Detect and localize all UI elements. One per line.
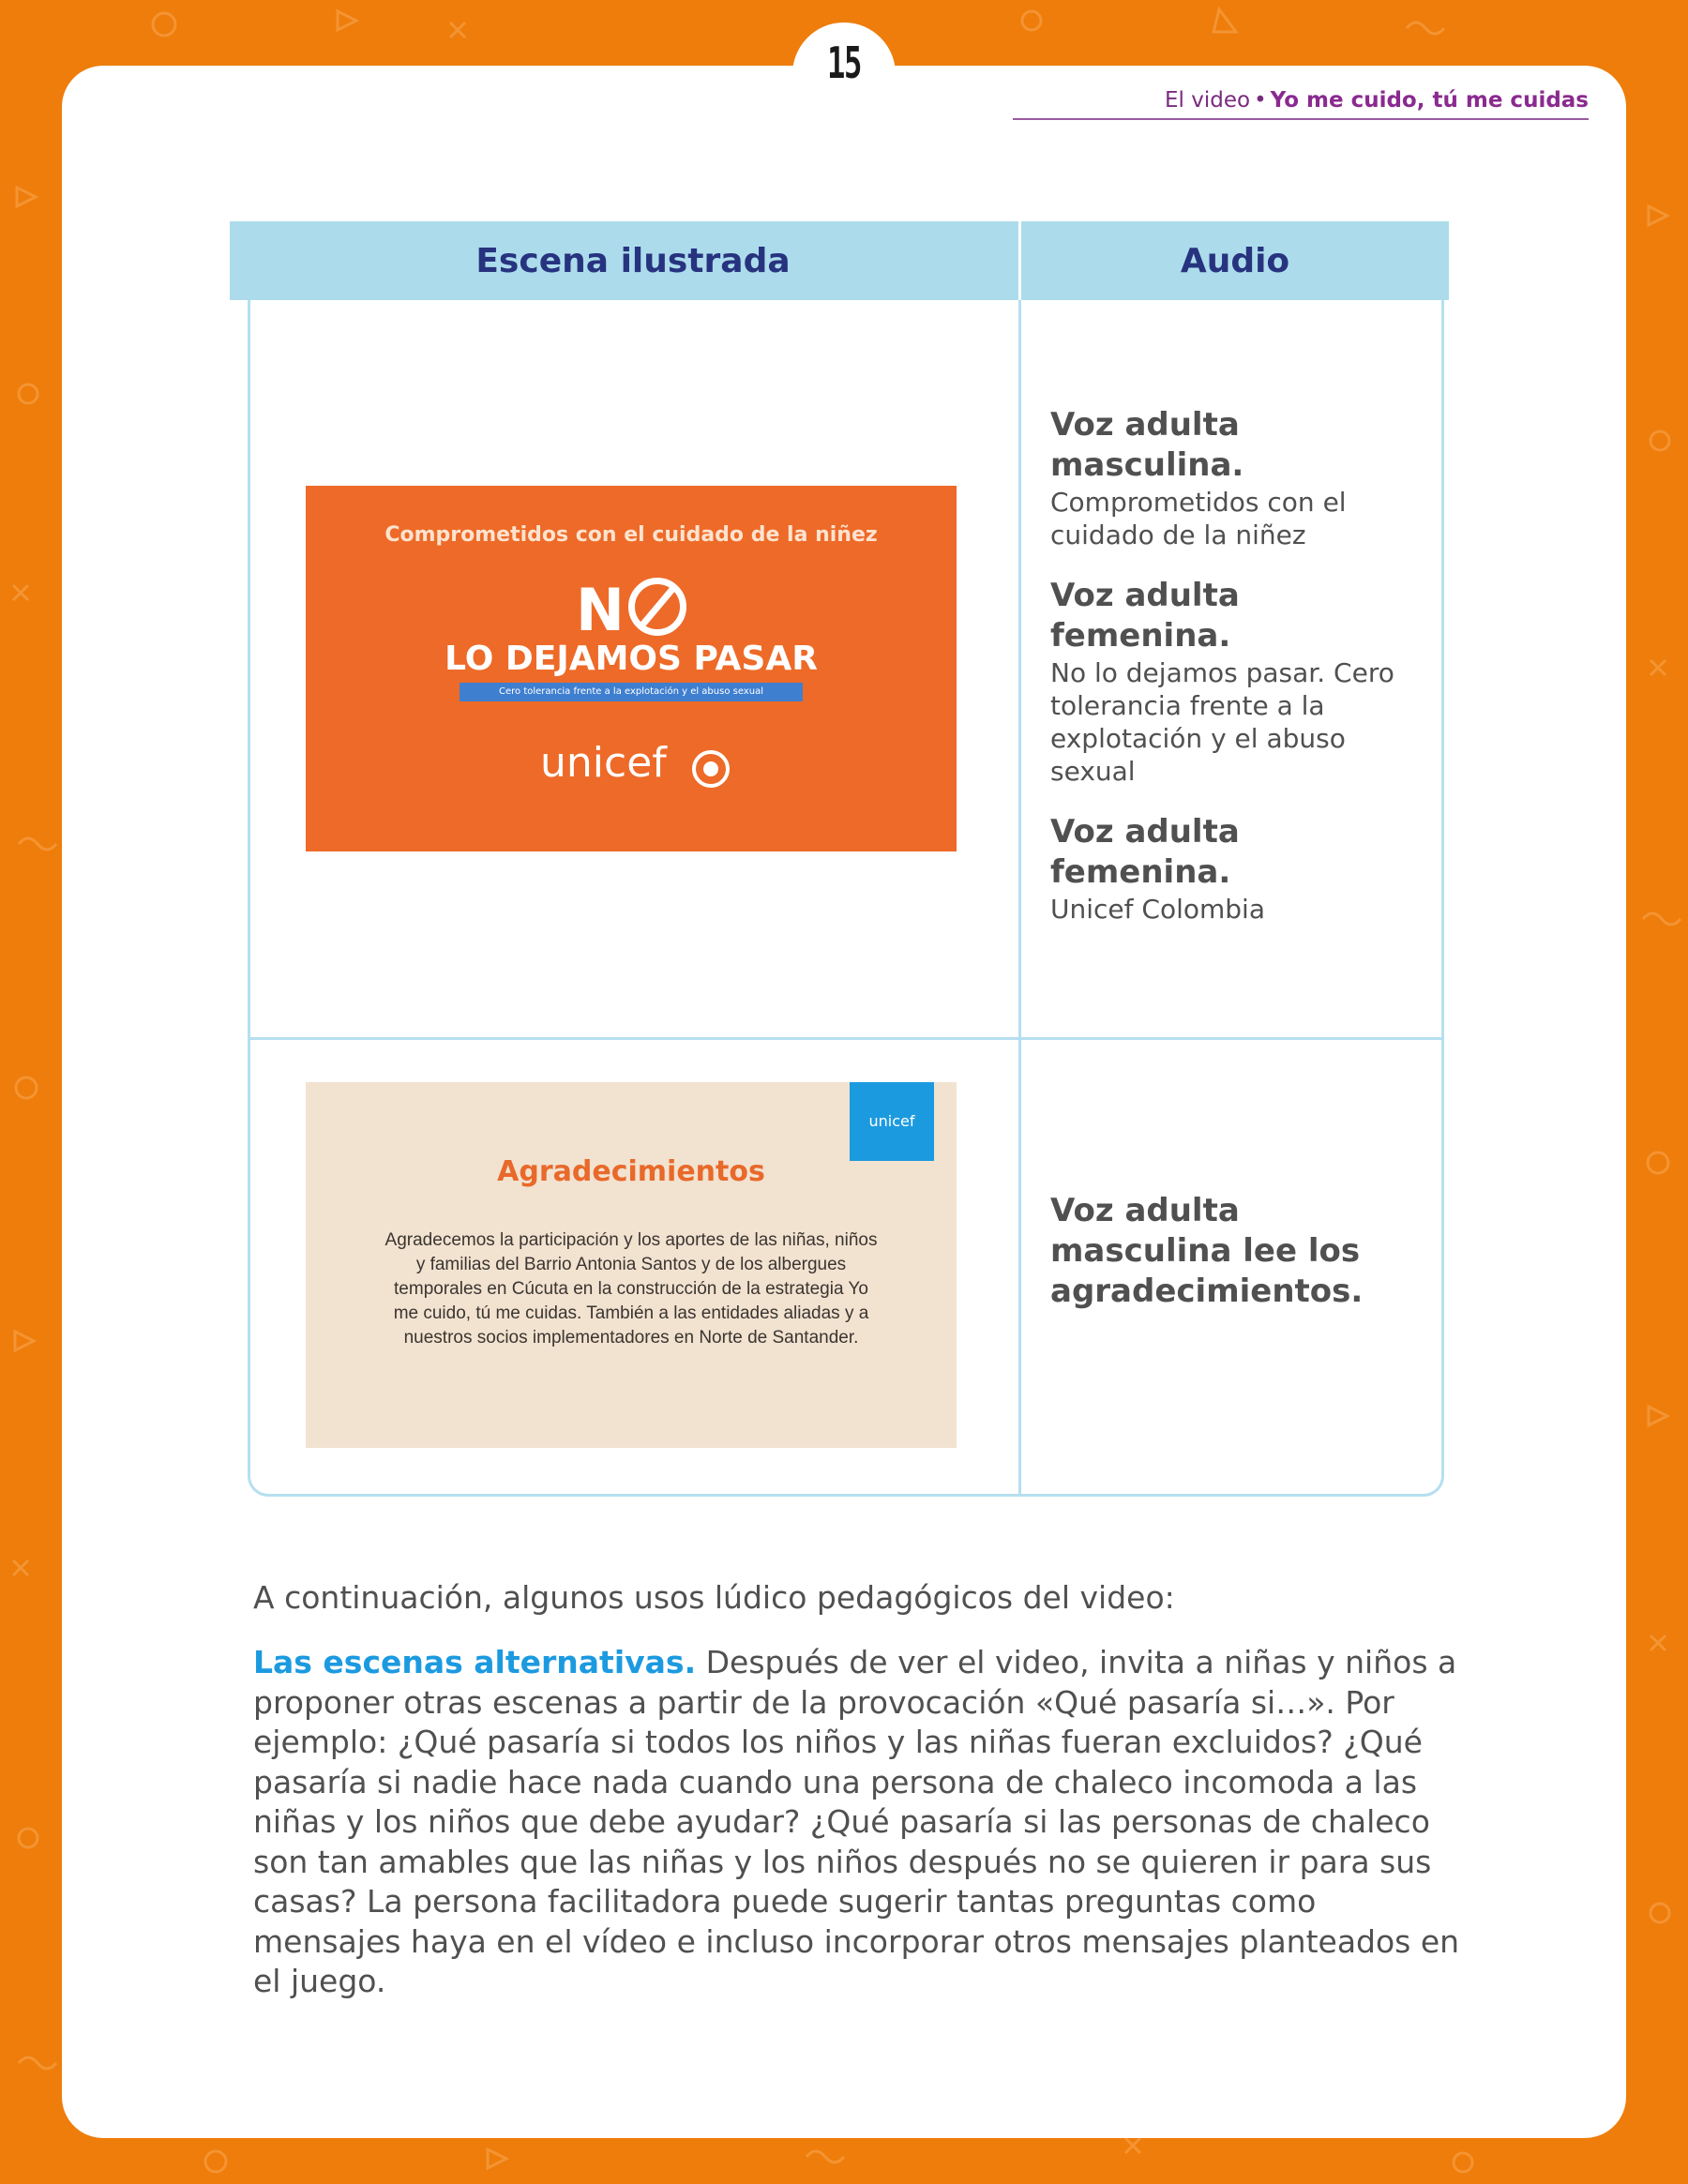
intro-text: A continuación, algunos usos lúdico pedagógicos del video: — [253, 1579, 1175, 1616]
running-header-bullet: • — [1254, 88, 1267, 113]
header-divider — [1018, 221, 1021, 300]
paragraph-lead: Las escenas alternativas. — [253, 1644, 697, 1680]
running-header-title: Yo me cuido, tú me cuidas — [1270, 88, 1589, 113]
audio-line: No lo dejamos pasar. Cero tolerancia frente a la explotación y el abuso sexual — [1050, 657, 1394, 787]
column-divider — [1018, 300, 1021, 1497]
audio-entry — [1050, 576, 1425, 788]
prohibition-icon — [628, 578, 686, 636]
scene1-bar-text: Cero tolerancia frente a la explotación y el abuso sexual — [460, 683, 803, 701]
audio-speaker: Voz adulta femenina. — [1050, 577, 1240, 655]
column-header-scene: Escena ilustrada — [475, 242, 791, 280]
audio-cell-row1 — [1050, 405, 1425, 950]
audio-line: Unicef Colombia — [1050, 894, 1265, 925]
running-header — [1013, 88, 1589, 120]
scene1-headline-letter: N — [576, 576, 626, 644]
audio-entry — [1050, 405, 1425, 551]
scene1-headline-top — [306, 576, 957, 644]
scene-audio-table — [230, 221, 1449, 1499]
scene1-tagline: Comprometidos con el cuidado de la niñez — [384, 523, 878, 547]
audio-entry — [1050, 812, 1425, 926]
unicef-badge: unicef — [850, 1082, 934, 1161]
unicef-globe-icon — [690, 748, 731, 790]
column-header-audio: Audio — [1180, 242, 1290, 280]
audio-speaker: Voz adulta masculina lee los agradecimientos. — [1050, 1192, 1364, 1310]
row-divider — [248, 1037, 1444, 1040]
paragraph-text: Después de ver el video, invita a niñas y niños a proponer otras escenas a partir de la provocación «Qué pasaría si…». Por ejemplo: ¿Qué pasaría si todos los niños y las niñas fueran excluidos? ¿Qué pasaría si nadie hace nada cuando una persona de chaleco incomoda a las niñas y los niños que debe ayudar? ¿Qué pasaría si las personas de chaleco son tan amables que las niñas y los niños después no se quieren ir para sus casas? La persona facilitadora puede sugerir tantas preguntas como mensajes haya en el vídeo e incluso incorporar otros mensajes planteados en el juego. — [253, 1644, 1460, 1999]
running-header-section: El video — [1165, 88, 1251, 113]
scene-image-agradecimientos — [306, 1082, 957, 1448]
scene2-body: Agradecemos la participación y los aportes de las niñas, niños y familias del Barrio Antonia Santos y de los albergues temporales en Cúcuta en la construcción de la estrategia Yo me cuido, tú me cuidas. También a las entidades aliadas y a nuestros socios implementadores en Norte de Santander. — [384, 1230, 878, 1348]
body-paragraph — [253, 1643, 1463, 2002]
unicef-logo-text: unicef — [540, 739, 667, 787]
page-number: 15 — [827, 38, 861, 88]
scene-image-no-lo-dejamos-pasar — [306, 486, 957, 851]
audio-cell-row2 — [1050, 1191, 1425, 1312]
audio-speaker: Voz adulta masculina. — [1050, 406, 1244, 484]
audio-speaker: Voz adulta femenina. — [1050, 813, 1240, 891]
audio-line: Comprometidos con el cuidado de la niñez — [1050, 487, 1347, 550]
scene1-headline-bottom: LO DEJAMOS PASAR — [445, 640, 818, 678]
scene2-title: Agradecimientos — [497, 1155, 765, 1188]
